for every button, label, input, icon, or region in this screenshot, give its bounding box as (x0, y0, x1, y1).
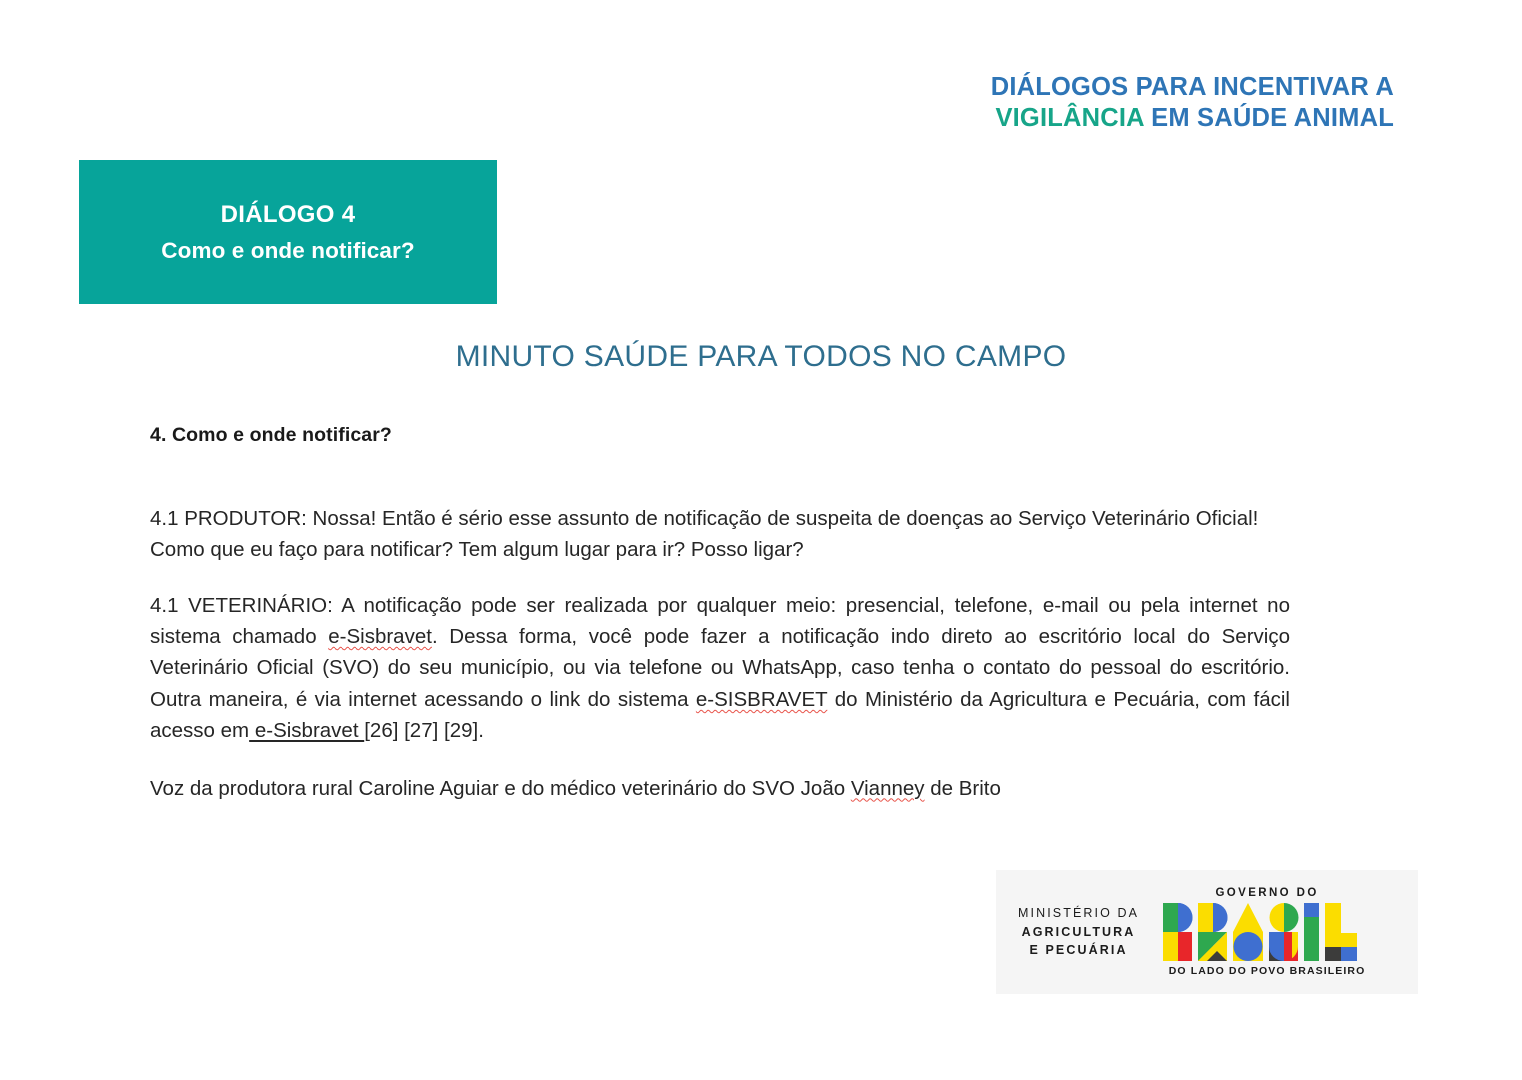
ministry-wordmark (1018, 904, 1139, 960)
document-body (150, 424, 1290, 828)
dialog-badge (79, 160, 497, 304)
brand-header-line-1: DIÁLOGOS PARA INCENTIVAR A (990, 73, 1394, 101)
brand-header-saude-animal: EM SAÚDE ANIMAL (1143, 104, 1394, 133)
veterinario-text-part-1: 4.1 VETERINÁRIO: A notificação pode ser realizada por qualquer meio: presencial, telefone, e-mail ou pela internet no sistema chamado (150, 593, 1290, 649)
governo-do-brasil-mark (1163, 887, 1371, 977)
misspelled-word-sisbravet-2: e-SISBRAVET (695, 687, 828, 711)
governo-do-label: GOVERNO DO (1215, 887, 1319, 899)
government-logo (996, 870, 1418, 994)
do-lado-do-povo-label: DO LADO DO POVO BRASILEIRO (1168, 965, 1366, 977)
page-title: MINUTO SAÚDE PARA TODOS NO CAMPO (455, 340, 1067, 373)
veterinario-references: [26] [27] [29]. (364, 719, 484, 743)
brand-header-vigilancia: VIGILÂNCIA (995, 104, 1144, 133)
brasil-wordmark-icon (1163, 903, 1371, 961)
brand-header (991, 72, 1394, 134)
veterinario-text-part-2: . Dessa forma, você pode fazer a notificação indo direto ao escritório local do Serviço Veterinário Oficial (SVO) do seu município, ou via telefone ou WhatsApp, caso tenha o contato do pessoal do escritório. Outra maneira, é via internet acessando o link do sistema (150, 625, 1290, 711)
veterinario-text-part-3: do Ministério da Agricultura e Pecuária, com fácil acesso em (150, 687, 1290, 743)
paragraph-veterinario (150, 590, 1290, 747)
ministry-line-3: E PECUÁRIA (1029, 943, 1128, 958)
link-e-sisbravet[interactable]: e-Sisbravet (249, 719, 365, 743)
brand-header-line-2 (991, 103, 1394, 134)
section-heading: 4. Como e onde notificar? (150, 424, 392, 446)
ministry-line-1: MINISTÉRIO DA (1018, 905, 1140, 920)
misspelled-word-sisbravet-1: e-Sisbravet (328, 625, 432, 649)
misspelled-word-vianney: Vianney (850, 776, 925, 800)
paragraph-produtor: 4.1 PRODUTOR: Nossa! Então é sério esse assunto de notificação de suspeita de doenças ao Serviço Veterinário Oficial! Como que eu faço para notificar? Tem algum lugar para ir? Posso ligar? (150, 507, 1259, 562)
creditos-text-part-2: de Brito (924, 776, 1001, 800)
dialog-badge-subtitle: Como e onde notificar? (161, 237, 415, 263)
ministry-line-2: AGRICULTURA (1021, 924, 1136, 939)
creditos-text-part-1: Voz da produtora rural Caroline Aguiar e do médico veterinário do SVO João (150, 776, 851, 800)
paragraph-creditos (150, 773, 1290, 804)
dialog-badge-title: DIÁLOGO 4 (220, 200, 356, 228)
